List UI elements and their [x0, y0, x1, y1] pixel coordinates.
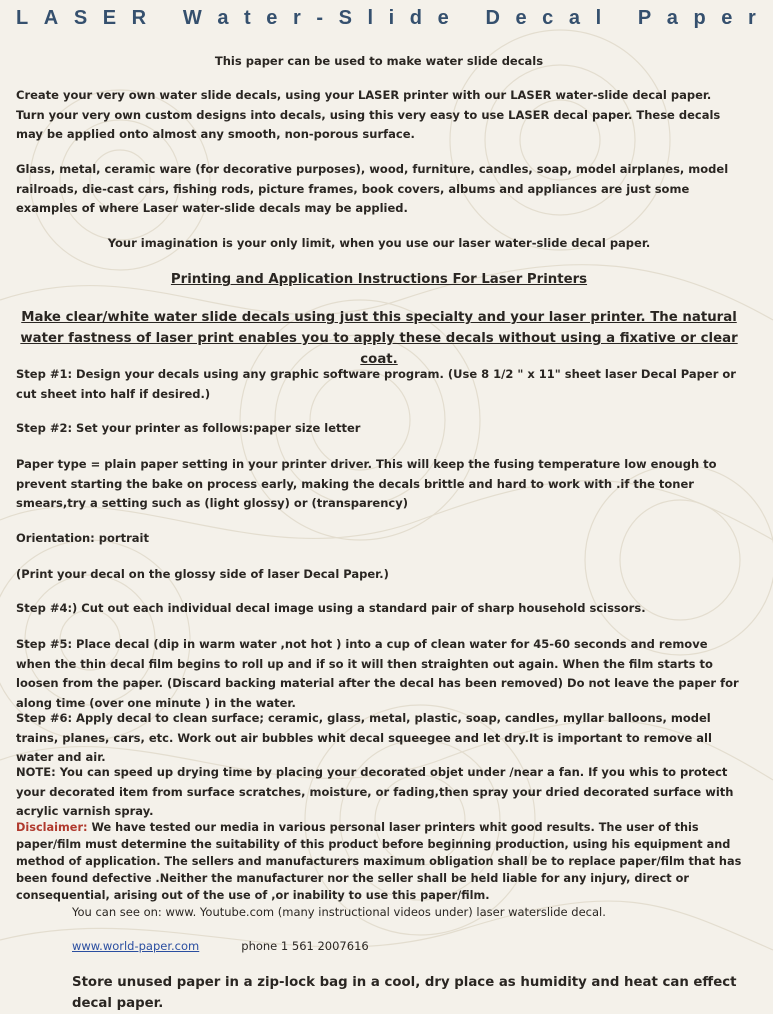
page-title-letter: P	[637, 7, 652, 29]
subtitle: This paper can be used to make water slide decals	[214, 54, 544, 68]
page-title-letter: S	[73, 7, 88, 29]
page-title-letter: R	[131, 7, 147, 29]
page-title-letter: r	[747, 7, 756, 29]
page-title-letter: l	[595, 7, 602, 29]
page-title	[16, 6, 756, 30]
surfaces-paragraph: Glass, metal, ceramic ware (for decorative purposes), wood, furniture, candles, soap, model airplanes, model railroads, die-cast cars, fishing rods, picture frames, book covers, albums and appliances are just some examples of where Laser water-slide decals may be applied.	[16, 162, 729, 215]
contact-row	[72, 937, 742, 957]
disclaimer-text: We have tested our media in various personal laser printers whit good results. The user of this paper/film must determine the suitability of this product before beginning production, using his equipment and method of application. The sellers and manufacturers maximum obligation shall be to replace paper/film that has been found defective .Neither the manufacturer nor the seller shall be held liable for any injury, direct or consequential, arising out of the use of ,or inability to use this paper/film.	[16, 821, 742, 902]
page-title-letter: a	[568, 7, 580, 29]
page-title-letter: a	[217, 7, 229, 29]
page-title-letter: -	[316, 7, 324, 29]
page-title-letter: d	[409, 7, 423, 29]
instructions-heading: Printing and Application Instructions For Laser Printers	[170, 272, 588, 287]
page-title-letter: c	[542, 7, 554, 29]
youtube-note: You can see on: www. Youtube.com (many instructional videos under) laser waterslide decal.	[72, 905, 606, 919]
storage-note: Store unused paper in a zip-lock bag in a cool, dry place as humidity and heat can effect decal paper.	[72, 975, 737, 1011]
page-title-letter: l	[367, 7, 374, 29]
step-5: Step #5: Place decal (dip in warm water ,not hot ) into a cup of clean water for 45-60 seconds and remove when the thin decal film begins to roll up and if so it will then straighten out again. When the film starts to loosen from the paper. (Discard backing material after the decal has been removed) Do not leave the paper for along time (over one minute ) in the water.	[16, 637, 739, 710]
page-title-letter: D	[485, 7, 500, 29]
page-title-letter: e	[515, 7, 527, 29]
page-title-letter: e	[437, 7, 449, 29]
page-title-letter	[162, 6, 168, 30]
page-title-letter: i	[388, 7, 395, 29]
disclaimer-paragraph	[16, 819, 742, 904]
intro-paragraph: Create your very own water slide decals, using your LASER printer with our LASER water-slide decal paper. Turn your very own custom designs into decals, using this very easy to use LASER decal paper. These decals may be applied onto almost any smooth, non-porous surface.	[16, 88, 721, 141]
page-title-letter: E	[102, 7, 117, 29]
page-title-letter: p	[693, 7, 706, 29]
page-title-letter: W	[182, 7, 202, 29]
page-title-letter: e	[266, 7, 278, 29]
page-title-letter: S	[338, 7, 352, 29]
highlight-statement: Make clear/white water slide decals using just this specialty and your laser printer. The natural water fastness of laser print enables you to apply these decals without using a fixative or clear coat.	[20, 310, 738, 367]
page-title-letter	[464, 6, 470, 30]
step-2: Step #2: Set your printer as follows:paper size letter	[16, 421, 361, 435]
page-title-letter: L	[16, 7, 29, 29]
print-side-note: (Print your decal on the glossy side of laser Decal Paper.)	[16, 567, 389, 581]
paper-type-paragraph: Paper type = plain paper setting in your printer driver. This will keep the fusing temperature low enough to prevent starting the bake on process early, making the decals brittle and hard to work with .if the toner smears,try a setting such as (light glossy) or (transparency)	[16, 457, 717, 510]
page-title-letter	[617, 6, 623, 30]
note-paragraph: NOTE: You can speed up drying time by placing your decorated objet under /near a fan. If you whis to protect your decorated item from surface scratches, moisture, or fading,then spray your dried decorated surface with acrylic varnish spray.	[16, 765, 734, 818]
page-title-letter: a	[666, 7, 678, 29]
page-title-letter: A	[43, 7, 59, 29]
website-link[interactable]: www.world-paper.com	[72, 939, 200, 953]
step-6: Step #6: Apply decal to clean surface; ceramic, glass, metal, plastic, soap, candles, myllar balloons, model trains, planes, cars, etc. Work out air bubbles whit decal squeegee and let dry.It is important to remove all water and air.	[16, 711, 712, 764]
orientation-line: Orientation: portrait	[16, 531, 149, 545]
disclaimer-label: Disclaimer:	[16, 821, 88, 834]
step-1: Step #1: Design your decals using any graphic software program. (Use 8 1/2 " x 11" sheet laser Decal Paper or cut sheet into half if desired.)	[16, 367, 736, 401]
step-4: Step #4:) Cut out each individual decal image using a standard pair of sharp household scissors.	[16, 601, 646, 615]
page-title-letter: e	[721, 7, 733, 29]
imagination-line: Your imagination is your only limit, when you use our laser water-slide decal paper.	[107, 236, 651, 250]
page-title-letter: t	[244, 7, 251, 29]
phone-number: phone 1 561 2007616	[241, 939, 369, 953]
page-title-letter: r	[292, 7, 301, 29]
